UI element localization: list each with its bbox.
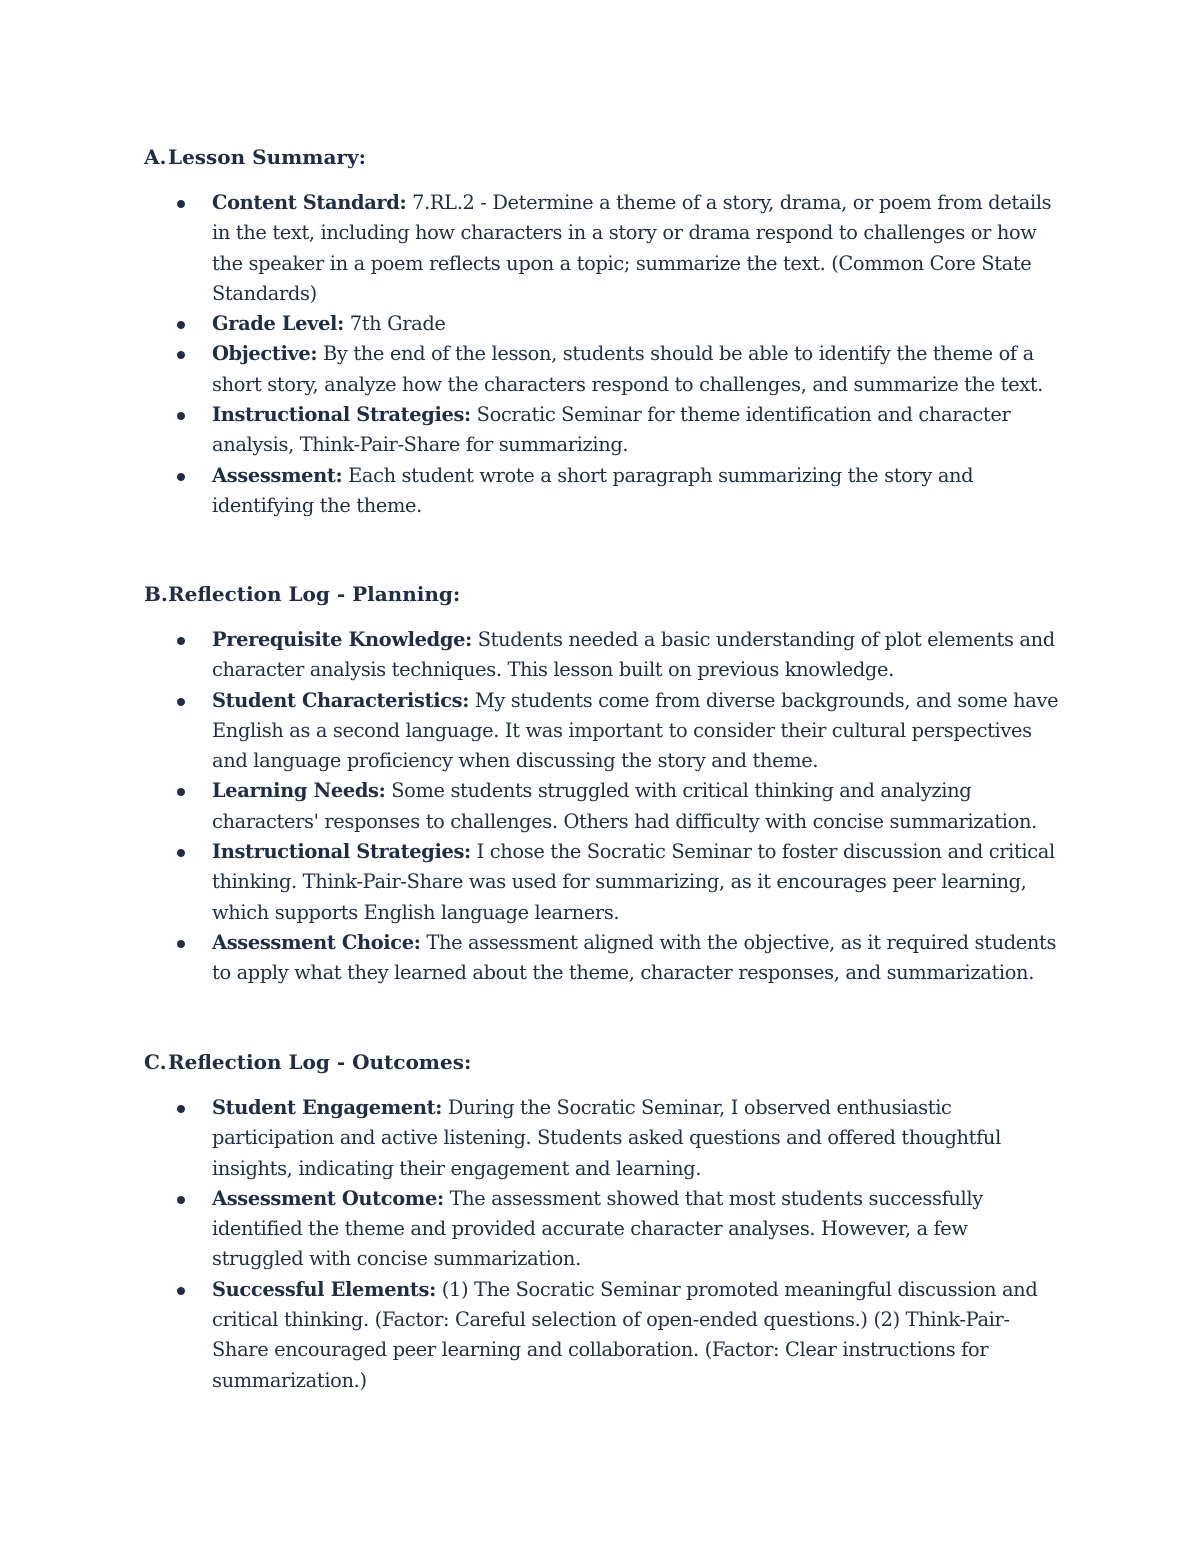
- bullet-icon: [177, 412, 185, 420]
- item-text: During the Socratic Seminar, I observed enthusiastic participation and active listening. Students asked questions and offered thoughtful insights, indicating their engagement and learning.: [212, 1096, 1001, 1180]
- bullet-icon: [177, 1105, 185, 1113]
- item-text: The assessment showed that most students successfully identified the theme and provided accurate character analyses. However, a few struggled with concise summarization.: [212, 1186, 983, 1271]
- list-item: [144, 339, 1064, 400]
- item-label: Grade Level:: [212, 312, 344, 336]
- item-text: 7.RL.2 - Determine a theme of a story, drama, or poem from details in the text, including how characters in a story or drama respond to challenges or how the speaker in a poem reflects upon a topic; summarize the text. (Common Core State Standards): [212, 191, 1052, 305]
- list-item: [144, 776, 1064, 837]
- item-label: Objective:: [212, 342, 318, 366]
- list-item: [144, 400, 1064, 461]
- bullet-icon: [177, 200, 185, 208]
- bullet-list: [144, 1093, 1064, 1396]
- item-text: By the end of the lesson, students should be able to identify the theme of a short story, analyze how the characters respond to challenges, and summarize the text.: [212, 342, 1044, 396]
- section-letter: C.: [144, 1050, 167, 1074]
- section-heading: [144, 142, 1064, 172]
- bullet-icon: [177, 940, 185, 948]
- list-item: [144, 461, 1064, 522]
- item-label: Instructional Strategies:: [212, 403, 471, 427]
- item-label: Assessment Outcome:: [212, 1186, 444, 1210]
- item-text: 7th Grade: [343, 312, 446, 336]
- item-text: Each student wrote a short paragraph summarizing the story and identifying the theme.: [212, 463, 974, 517]
- item-label: Content Standard:: [212, 191, 407, 214]
- section-reflection-outcomes: [144, 1047, 1064, 1396]
- bullet-icon: [177, 788, 185, 796]
- list-item: [144, 928, 1064, 989]
- bullet-icon: [177, 849, 185, 857]
- bullet-icon: [177, 1287, 185, 1295]
- section-lesson-summary: [144, 142, 1064, 521]
- item-label: Prerequisite Knowledge:: [212, 628, 472, 651]
- bullet-list: [144, 625, 1064, 989]
- section-heading: [144, 1047, 1064, 1077]
- item-label: Student Characteristics:: [212, 688, 470, 712]
- bullet-icon: [177, 321, 185, 329]
- section-reflection-planning: [144, 579, 1064, 989]
- bullet-icon: [177, 637, 185, 645]
- item-label: Student Engagement:: [212, 1096, 443, 1119]
- list-item: [144, 309, 1064, 339]
- list-item: [144, 686, 1064, 777]
- item-label: Learning Needs:: [212, 779, 386, 803]
- list-item: [144, 1275, 1064, 1396]
- item-label: Assessment:: [212, 463, 343, 487]
- item-text: Some students struggled with critical thinking and analyzing characters' responses to challenges. Others had difficulty with concise summarization.: [212, 779, 1037, 833]
- section-letter: B.: [144, 582, 168, 606]
- list-item: [144, 1184, 1064, 1275]
- bullet-icon: [177, 1196, 185, 1204]
- list-item: [144, 188, 1064, 309]
- item-text: The assessment aligned with the objective, as it required students to apply what they learned about the theme, character responses, and summarization.: [212, 930, 1057, 985]
- item-label: Instructional Strategies:: [212, 840, 471, 864]
- item-text: I chose the Socratic Seminar to foster discussion and critical thinking. Think-Pair-Share was used for summarizing, as it encourages peer learning, which supports English language learners.: [212, 840, 1055, 924]
- section-title: Lesson Summary:: [168, 145, 366, 169]
- section-letter: A.: [144, 145, 167, 169]
- item-text: Students needed a basic understanding of plot elements and character analysis techniques. This lesson built on previous knowledge.: [212, 628, 1055, 682]
- section-heading: [144, 579, 1064, 609]
- item-text: Socratic Seminar for theme identification and character analysis, Think-Pair-Share for summarizing.: [212, 403, 1011, 457]
- item-label: Successful Elements:: [212, 1277, 436, 1301]
- list-item: [144, 625, 1064, 686]
- list-item: [144, 1093, 1064, 1184]
- section-title: Reflection Log - Planning:: [168, 582, 461, 606]
- item-label: Assessment Choice:: [212, 930, 421, 954]
- item-text: My students come from diverse backgrounds, and some have English as a second language. It was important to consider their cultural perspectives and language proficiency when discussing the story and theme.: [212, 688, 1059, 773]
- bullet-icon: [177, 351, 185, 359]
- bullet-icon: [177, 698, 185, 706]
- section-title: Reflection Log - Outcomes:: [168, 1050, 472, 1074]
- bullet-list: [144, 188, 1064, 521]
- list-item: [144, 837, 1064, 928]
- item-text: (1) The Socratic Seminar promoted meaningful discussion and critical thinking. (Factor: Careful selection of open-ended questions.) (2) Think-Pair-Share encouraged peer learning and collaboration. (Factor: Clear instructions for summarization.): [212, 1277, 1038, 1392]
- bullet-icon: [177, 473, 185, 481]
